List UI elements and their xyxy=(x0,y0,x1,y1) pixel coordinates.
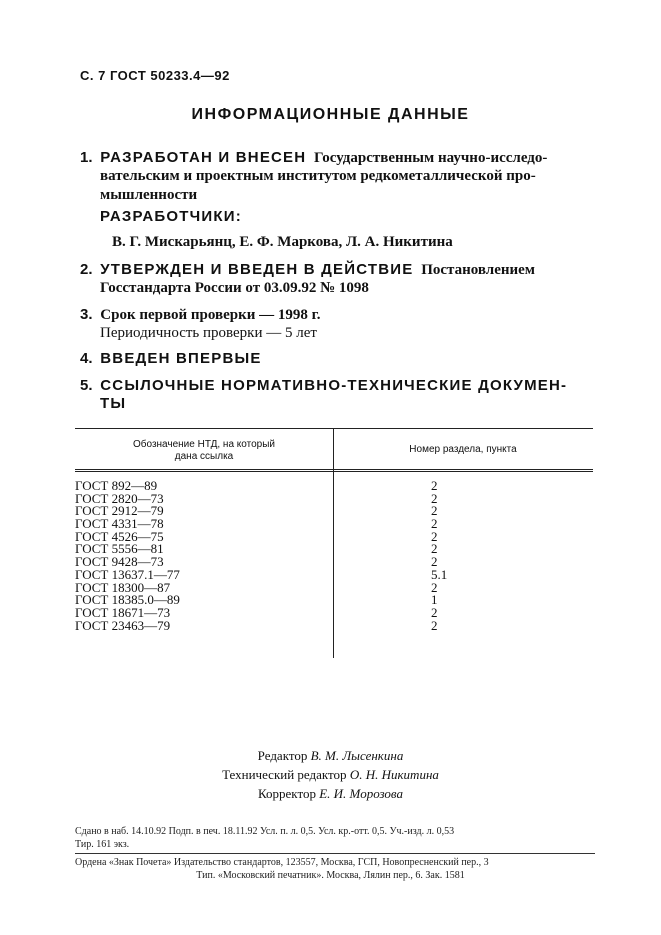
credit-editor xyxy=(0,746,661,765)
credit-editor-label: Редактор xyxy=(257,748,308,763)
developers-names: В. Г. Мискарьянц, Е. Ф. Маркова, Л. А. Никитина xyxy=(112,234,453,250)
section-2-line2: Госстандарта России от 03.09.92 № 1098 xyxy=(100,280,369,296)
table-cell-section-number: 2 xyxy=(431,617,438,633)
section-2-number: 2. xyxy=(80,261,93,278)
imprint-line1: Сдано в наб. 14.10.92 Подп. в печ. 18.11.92 Усл. п. л. 0,5. Усл. кр.-отт. 0,5. Уч.-изд. л. 0,53 xyxy=(75,826,455,837)
table-cell-section-number: 2 xyxy=(431,541,438,557)
table-body xyxy=(75,480,593,632)
section-1-line3: мышленности xyxy=(100,187,198,203)
credit-tech-editor xyxy=(0,765,661,784)
table-cell-section-number: 1 xyxy=(431,592,438,608)
imprint-line4: Тип. «Московский печатник». Москва, Лялин пер., 6. Зак. 1581 xyxy=(196,870,465,881)
table-cell-gost: ГОСТ 13637.1—77 xyxy=(75,566,180,582)
credit-corrector xyxy=(0,784,661,803)
page-header: С. 7 ГОСТ 50233.4—92 xyxy=(80,68,230,83)
section-3-line2: Периодичность проверки — 5 лет xyxy=(100,325,317,341)
table-header-rule-double xyxy=(75,471,593,472)
credit-editor-name: В. М. Лысенкина xyxy=(310,748,404,763)
section-2-caps: УТВЕРЖДЕН И ВВЕДЕН В ДЕЙСТВИЕ xyxy=(100,261,414,278)
table-cell-gost: ГОСТ 2912—79 xyxy=(75,503,164,519)
section-4-number: 4. xyxy=(80,350,93,367)
table-top-rule xyxy=(75,428,593,429)
table-cell-gost: ГОСТ 4331—78 xyxy=(75,516,164,532)
imprint-line3: Ордена «Знак Почета» Издательство стандартов, 123557, Москва, ГСП, Новопресненский пер., 3 xyxy=(75,857,489,868)
section-4-caps: ВВЕДЕН ВПЕРВЫЕ xyxy=(100,350,262,367)
table-cell-section-number: 2 xyxy=(431,503,438,519)
section-3 xyxy=(80,305,320,325)
section-5-caps-line2: ТЫ xyxy=(100,395,127,412)
table-header-col2: Номер раздела, пункта xyxy=(409,444,517,455)
credit-corrector-label: Корректор xyxy=(258,786,316,801)
section-5-caps-line1: ССЫЛОЧНЫЕ НОРМАТИВНО-ТЕХНИЧЕСКИЕ ДОКУМЕН- xyxy=(100,377,568,394)
credit-corrector-name: Е. И. Морозова xyxy=(319,786,403,801)
section-1-line2: вательским и проектным институтом редкометаллической про- xyxy=(100,168,536,184)
section-5-number: 5. xyxy=(80,377,93,394)
section-3-number: 3. xyxy=(80,306,93,323)
section-4 xyxy=(80,349,262,369)
table-cell-section-number: 2 xyxy=(431,554,438,570)
table-header-rule xyxy=(75,469,593,470)
imprint-divider xyxy=(75,853,595,854)
table-cell-gost: ГОСТ 18300—87 xyxy=(75,579,171,595)
table-header-col1-line1: Обозначение НТД, на который xyxy=(132,439,275,450)
table-cell-gost: ГОСТ 18671—73 xyxy=(75,604,171,620)
credit-tech-editor-name: О. Н. Никитина xyxy=(349,767,439,782)
credit-tech-editor-label: Технический редактор xyxy=(222,767,347,782)
table-cell-gost: ГОСТ 9428—73 xyxy=(75,554,164,570)
table-cell-section-number: 2 xyxy=(431,490,438,506)
table-row xyxy=(75,617,593,633)
section-1-caps: РАЗРАБОТАН И ВНЕСЕН xyxy=(100,149,307,166)
section-5 xyxy=(80,376,567,396)
table-cell-gost: ГОСТ 4526—75 xyxy=(75,528,164,544)
table-cell-section-number: 2 xyxy=(431,478,438,493)
table-header-col1-line2: дана ссылка xyxy=(174,451,234,462)
table-cell-gost: ГОСТ 892—89 xyxy=(75,478,158,493)
table-cell-gost: ГОСТ 18385.0—89 xyxy=(75,592,180,608)
section-2 xyxy=(80,260,535,280)
section-1-text: Государственным научно-исследо- xyxy=(314,150,548,166)
table-cell-gost: ГОСТ 2820—73 xyxy=(75,490,164,506)
table-cell-gost: ГОСТ 23463—79 xyxy=(75,617,171,633)
table-cell-section-number: 2 xyxy=(431,604,438,620)
table-cell-section-number: 5.1 xyxy=(431,566,448,582)
developers-label: РАЗРАБОТЧИКИ: xyxy=(100,208,242,225)
imprint-line2: Тир. 161 экз. xyxy=(75,839,130,850)
section-1 xyxy=(80,148,547,168)
table-cell-section-number: 2 xyxy=(431,528,438,544)
section-1-number: 1. xyxy=(80,149,93,166)
section-3-line1: Срок первой проверки — 1998 г. xyxy=(100,307,321,323)
references-table xyxy=(75,428,593,658)
table-cell-section-number: 2 xyxy=(431,516,438,532)
table-cell-section-number: 2 xyxy=(431,579,438,595)
section-2-text: Постановлением xyxy=(421,262,536,278)
page-title: ИНФОРМАЦИОННЫЕ ДАННЫЕ xyxy=(191,106,470,123)
table-header-col1 xyxy=(75,439,333,463)
table-cell-gost: ГОСТ 5556—81 xyxy=(75,541,164,557)
